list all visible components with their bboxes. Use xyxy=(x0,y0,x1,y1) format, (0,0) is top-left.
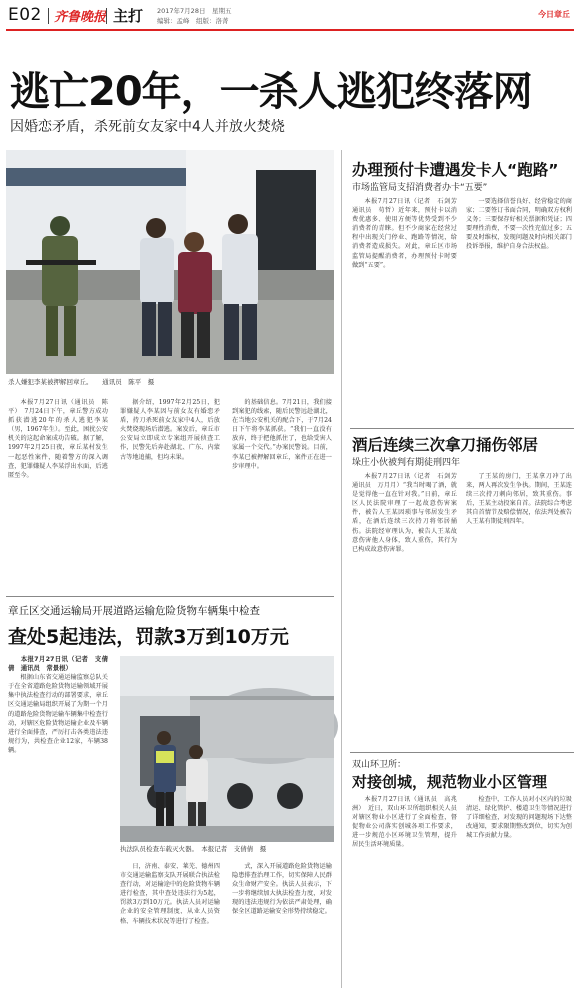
stabbing-column-a: 本报7月27日讯（记者 石剑芳 通讯员 万月月）“我当时喝了酒，就是觉得他一直在针对我。”日前，章丘区人民法院审理了一起故意伤害案件，被告人王某因琐事与邻居发生矛盾，在酒后连续三次持刀将邻居捅伤。法院经审理认为，被告人王某故意伤害他人身体，致人重伤，其行为已构成故意伤害罪。 xyxy=(352,473,464,553)
right-rule-1 xyxy=(350,428,574,429)
page-label: E02 xyxy=(8,5,42,25)
traffic-column-2: 日，济南、泰安、莱芜、德州四市交通运输监察支队开展联合执法检查行动，对运输途中的危险货物车辆进行检查，其中查处违法行为5起，罚款3万到10万元。执法人员对运输企业的安全管理制度、从业人员资格、车辆技术状况等进行了检查。 xyxy=(120,863,220,925)
lead-column-1: 本报7月27日讯（通讯员 陈平） 7月24日下午，章丘警方成功抓获潜逃20年的杀人逃犯李某（男，1967年生）。至此，困扰公安机关的这起命案成功告破。据了解，1997年2月25日夜，章丘某村发生一起恶性案件，随着警方的深入调查，犯罪嫌疑人李某浮出水面，后逃匿至今。 xyxy=(8,399,108,479)
traffic-photo xyxy=(120,656,334,842)
header-divider xyxy=(48,8,49,24)
lead-column-3: 的基础信息。7月21日，我们接到案犯的线索，随后民警远赴湖北，在当地公安机关的配合下，于7月24日下午将李某抓获。“我们一直没有放弃，终于把他抓住了，也给受害人家属一个交代。”办案民警说。目前，李某已被押解回章丘，案件正在进一步审理中。 xyxy=(232,399,332,470)
masthead-rule xyxy=(6,29,574,31)
issue-date: 2017年7月28日 星期五 xyxy=(157,7,232,15)
lead-photo-caption: 杀人嫌犯李某被押解回章丘。 通讯员 陈平 摄 xyxy=(8,378,155,386)
lead-subhead: 因婚恋矛盾，杀死前女友家中4人并放火焚烧 xyxy=(10,119,285,135)
prepaid-subhead: 市场监管局支招消费者办卡“五要” xyxy=(352,183,488,193)
property-column-b: 检查中，工作人员对小区内的垃圾清运、绿化管护、楼道卫生等情况进行了详细检查，对发现的问题现场下达整改通知，要求限期整改到位，切实为创城工作贡献力量。 xyxy=(466,796,572,840)
editor-credits: 编辑：孟峰 组版：洛菁 xyxy=(157,17,229,25)
traffic-photo-caption: 执法队员检查车载灭火器。 本报记者 支倩倩 摄 xyxy=(120,845,267,853)
traffic-column-1: 本报7月27日讯（记者 支倩倩 通讯员 常景根） 根据山东省交通运输监察总队关于在全省道路危险货物运输领域开展集中执法检查行动的部署要求，章丘区交通运输局组织开展了为期一个月的道路危险货物运输车辆集中检查行动，对辖区危险货物运输企业及车辆进行全面排查，严厉打击各类违法违规行为，共检查企业12家，车辆38辆。 xyxy=(8,655,108,754)
property-kicker: 双山环卫所： xyxy=(352,760,407,770)
paper-logo: 齐鲁晚报 xyxy=(54,10,107,25)
lead-headline: 逃亡20年，一杀人逃犯终落网 xyxy=(10,69,532,115)
lead-photo xyxy=(6,150,334,374)
property-headline: 对接创城，规范物业小区管理 xyxy=(352,773,548,791)
lead-column-2: 据介绍，1997年2月25日，犯罪嫌疑人李某因与前女友有婚恋矛盾，持刀杀死前女友家中4人，后放火焚烧现场后潜逃。案发后，章丘市公安局立即成立专案组开展侦查工作，民警先后奔赴湖北、广东、内蒙古等地追捕，但均未果。 xyxy=(120,399,220,461)
stabbing-subhead: 垛庄小伙被判有期徒刑四年 xyxy=(352,458,461,468)
section-name: 主打 xyxy=(113,7,144,25)
stabbing-column-b: 了王某的房门，王某拿刀冲了出来，两人再次发生争执。期间，王某连续三次持刀刺向邻居，致其重伤。事后，王某主动投案自首。法院综合考虑其自首情节及赔偿情况，依法判处被告人王某有期徒刑四年。 xyxy=(466,473,572,526)
traffic-headline: 查处5起违法，罚款3万到10万元 xyxy=(8,626,289,648)
edition-name: 今日章丘 xyxy=(538,10,570,19)
column-separator xyxy=(341,150,342,988)
prepaid-column-a: 本报7月27日讯（记者 石剑芳 通讯员 苟哲）近年来，预付卡以消费优惠多、使用方便等优势受到不少消费者的青睐。但不少商家在经营过程中出现关门停业、跑路等情况，给消费者造成损失。对此，章丘区市场监管局提醒消费者，办理预付卡时要做到“五要”。 xyxy=(352,198,464,269)
traffic-kicker: 章丘区交通运输局开展道路运输危险货物车辆集中检查 xyxy=(8,605,260,617)
right-rule-2 xyxy=(350,752,574,753)
prepaid-column-b: 一要选择信誉良好、经营稳定的商家；二要签订书面合同，明确双方权利义务；三要保存好相关票据和凭证；四要理性消费，不要一次性充值过多；五要及时维权，发现问题及时向相关部门投诉举报，维护自身合法权益。 xyxy=(466,198,572,251)
property-column-a: 本报7月27日讯（通讯员 高兆洲） 近日，双山环卫所组织相关人员对辖区物业小区进行了全面检查，督促物业公司落实创城各项工作要求，进一步规范小区环境卫生管理，提升居民生活环境质量。 xyxy=(352,796,457,849)
header-divider-2 xyxy=(106,8,107,24)
prepaid-headline: 办理预付卡遭遇发卡人“跑路” xyxy=(352,161,559,179)
stabbing-headline: 酒后连续三次拿刀捅伤邻居 xyxy=(352,436,539,454)
traffic-column-3: 式，深入开展道路危险货物运输隐患排查治理工作，切实保障人民群众生命财产安全。执法人员表示，下一步将继续加大执法检查力度，对发现的违法违规行为依法严肃处理，确保全区道路运输安全形势持续稳定。 xyxy=(232,863,332,916)
lead-bottom-rule xyxy=(6,596,334,597)
